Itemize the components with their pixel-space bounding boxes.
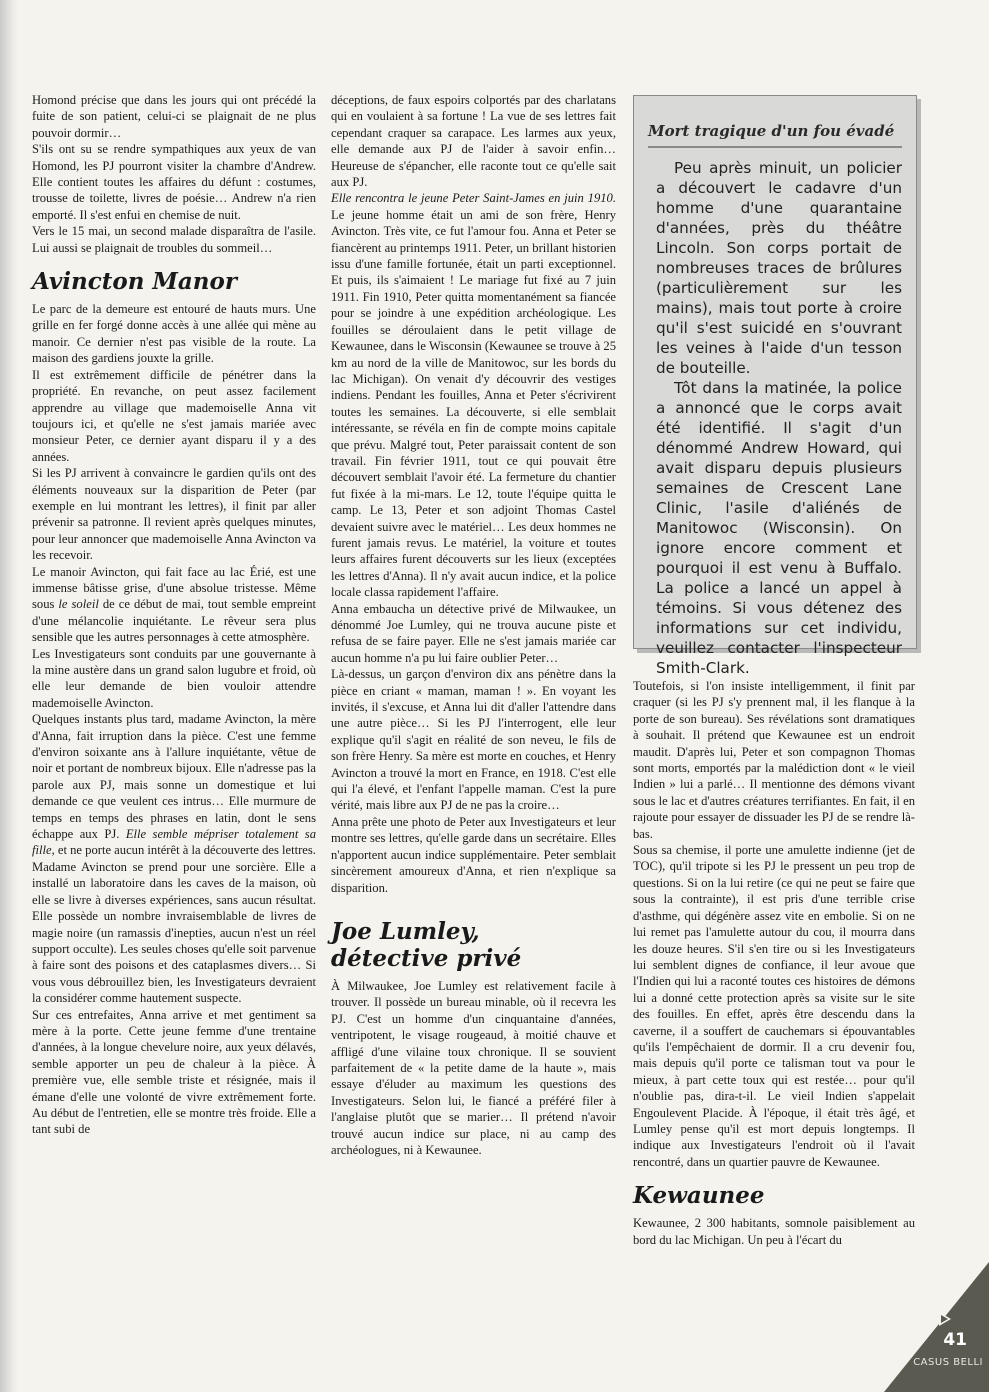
paragraph: S'ils ont su se rendre sympathiques aux yeux de van Homond, les PJ pourront visiter la chambre d'Andrew. Elle contient toutes les affaires du défunt : costumes, trousse de toilette, livres de poésie… Andrew n'a rien emporté. Il s'est enfui en chemise de nuit.: [32, 142, 316, 222]
section-heading-avincton-manor: Avincton Manor: [32, 268, 237, 296]
page-spine-shadow: [0, 0, 18, 1392]
paragraph: Le manoir Avincton, qui fait face au lac Érié, est une immense bâtisse grise, d'une absolue tristesse. Même sous le soleil de ce début de mai, tout semble empreint d'une mélancolie inquiétante. Le rêveur sera plus sensible que les autres personnages à cette atmosphère.: [32, 564, 316, 645]
paragraph: Vers le 15 mai, un second malade disparaîtra de l'asile. Lui aussi se plaignait de troubles du sommeil…: [32, 224, 316, 255]
section-heading-joe-lumley: Joe Lumley, détective privé: [331, 917, 522, 972]
page-number: 41: [943, 1330, 967, 1350]
paragraph: Kewaunee, 2 300 habitants, somnole paisiblement au bord du lac Michigan. Un peu à l'écart du: [633, 1216, 915, 1247]
newspaper-sidebar: [633, 95, 917, 677]
paragraph: Elle rencontra le jeune Peter Saint-James en juin 1910. Le jeune homme était un ami de son frère, Henry Avincton. Très vite, ce fut l'amour fou. Anna et Peter se fiancèrent au printemps 1911. Peter, un brillant historien issu d'une famille fortunée, était un parti exceptionnel. Et puis, ils s'aimaient ! Le mariage fut fixé au 7 juin 1911. Fin 1910, Peter quitta momentanément sa fiancée pour se joindre à une expédition archéologique. Les fouilles se déroulaient dans le petit village de Kewaunee, dans le Wisconsin (Kewaunee se trouve à 25 km au nord de la ville de Manitowoc, sur les bords du lac Michigan). On venait d'y découvrir des vestiges indiens. Pendant les fouilles, Anna et Peter s'écrivirent toutes les semaines. La découverte, si elle semblait intéressante, se révéla en fin de compte moins capitale que prévu. Malgré tout, Peter paraissait content de son travail. Fin février 1911, tout ce qui pouvait être découvert semblait l'avoir été. La fermeture du chantier fut fixée à la mi-mars. Le 12, toute l'équipe quitta le camp. Le 13, Peter et son adjoint Thomas Castel devaient suivre avec le matériel… Les deux hommes ne furent jamais revus. Le matériel, la voiture et toutes leurs affaires furent découverts sur les lieux (exceptées les lettres d'Anna). Il n'y avait aucun indice, et la police locale classa rapidement l'affaire.: [331, 191, 616, 600]
magazine-name: CASUS BELLI: [913, 1357, 983, 1368]
paragraph: Les Investigateurs sont conduits par une gouvernante à la mine austère dans un grand salon lugubre et froid, où elle leur demande de bien vouloir attendre mademoiselle Avincton.: [32, 646, 316, 710]
page-corner-tab: [884, 1262, 989, 1392]
next-page-arrow-icon: [939, 1312, 951, 1326]
section-heading-kewaunee: Kewaunee: [633, 1182, 765, 1210]
paragraph: Sous sa chemise, il porte une amulette indienne (jet de TOC), qu'il tripote si les PJ le pressent un peu trop de questions. Si on la lui retire (ce qui ne peut se faire que sous la contrainte), il est pris d'une terrible crise d'asthme, qui dégénère assez vite en embolie. Si on ne lui remet pas l'amulette autour du cou, il mourra dans les douze heures. S'il s'en tire ou si les Investigateurs lui semblent dignes de confiance, il leur avoue que l'Indien qui lui a raconté toutes ces histoires de démons lui a donné cette protection après sa visite sur le site des fouilles. En effet, après être descendu dans la caverne, il a souffert de cauchemars si épouvantables qu'ils l'empêchaient de dormir. Il a cru devenir fou, mais depuis qu'il porte ce talisman tout va pour le mieux, à part cette toux qui est restée… pour qu'il n'oublie pas, dira-t-il. Le vieil Indien s'appelait Engoulevent Placide. À l'époque, il était très âgé, et Lumley pense qu'il est mort depuis longtemps. Il indique aux Investigateurs l'endroit où il l'avait rencontré, dans un quartier pauvre de Kewaunee.: [633, 843, 915, 1169]
sidebar-title: Mort tragique d'un fou évadé: [648, 122, 902, 148]
paragraph: déceptions, de faux espoirs colportés par des charlatans qui en voulaient à sa fortune ! La vue de ses lettres fait cependant craquer sa carapace. Les larmes aux yeux, elle demande aux PJ de l'aider à savoir enfin… Heureuse de s'épancher, elle raconte tout ce qu'elle sait aux PJ.: [331, 93, 616, 190]
paragraph: Le parc de la demeure est entouré de hauts murs. Une grille en fer forgé donne accès à une allée qui mène au manoir. Ce dernier n'est pas visible de la route. La maison des gardiens jouxte la grille.: [32, 302, 316, 366]
paragraph: Madame Avincton se prend pour une sorcière. Elle a installé un laboratoire dans les caves de la maison, où elle se livre à diverses expériences, sans aucun résultat. Elle possède un nombre invraisemblable de livres de magie noire (un ramassis d'inepties, aucun n'est un réel support occulte). Les seules choses qu'elle soit parvenue à faire sont des poisons et des cataplasmes divers… Si vous vous débrouillez bien, les Investigateurs devraient la considérer comme hautement suspecte.: [32, 859, 316, 1006]
paragraph: Homond précise que dans les jours qui ont précédé la fuite de son patient, celui-ci se plaignait de ne plus pouvoir dormir…: [32, 93, 316, 140]
column-1: [32, 92, 316, 1138]
paragraph: Peu après minuit, un policier a découvert le cadavre d'un homme d'une quarantaine d'années, près du théâtre Lincoln. Son corps portait de nombreuses traces de brûlures (particulièrement sur les mains), mais tout porte à croire qu'il s'est suicidé en s'ouvrant les veines à l'aide d'un tesson de bouteille.: [656, 159, 902, 377]
paragraph: Toutefois, si l'on insiste intelligemment, il finit par craquer (si les PJ s'y prennent mal, il les flanque à la porte de son bureau). Ses révélations sont dramatiques à souhait. Il prétend que Kewaunee est un endroit maudit. D'après lui, Peter et son compagnon Thomas sont morts, emportés par la malédiction dont « le vieil Indien » lui a parlé… Il mentionne des démons vivant sous le lac et d'autres créatures terrifiantes. En fait, il en rajoute pour essayer de dissuader les PJ de se rendre là-bas.: [633, 679, 915, 841]
column-2: [331, 92, 616, 1158]
paragraph: À Milwaukee, Joe Lumley est relativement facile à trouver. Il possède un bureau minable, où il recevra les PJ. C'est un homme d'un cinquantaine d'années, ventripotent, le visage rougeaud, à moitié chauve et affligé d'une vilaine toux chronique. Il se souvient parfaitement de « la petite dame de la haute », mais essaye d'éluder au maximum les questions des Investigateurs. Selon lui, le fiancé a préféré filer à l'anglaise plutôt que se marier… Il prétend n'avoir trouvé aucun indice sur place, ni au camp des archéologues, ni à Kewaunee.: [331, 978, 616, 1157]
sidebar-body: [656, 158, 902, 678]
paragraph: Là-dessus, un garçon d'environ dix ans pénètre dans la pièce en criant « maman, maman ! ». En voyant les invités, il s'excuse, et Anna lui dit d'aller l'attendre dans une autre pièce… Si les PJ l'interrogent, elle leur explique qu'il s'agit en réalité de son neveu, le fils de son frère Henry. Sa mère est morte en couches, et Henry Avincton a trouvé la mort en France, en 1918. C'est elle qui l'a élevé, et l'enfant l'appelle maman. C'est la pure vérité, mais libre aux PJ de ne pas la croire…: [331, 667, 616, 813]
paragraph: Si les PJ arrivent à convaincre le gardien qu'ils ont des éléments nouveaux sur la disparition de Peter (par exemple en lui montrant les lettres), il finit par aller prévenir sa patronne. Il revient après quelques minutes, pour leur annoncer que mademoiselle Anna Avincton va les recevoir.: [32, 466, 316, 563]
paragraph: Tôt dans la matinée, la police a annoncé que le corps avait été identifié. Il s'agit d'un dénommé Andrew Howard, qui avait disparu depuis plusieurs semaines de Crescent Lane Clinic, l'asile d'aliénés de Manitowoc (Wisconsin). On ignore encore comment et pourquoi il est venu à Buffalo. La police a lancé un appel à témoins. Si vous détenez des informations sur cet individu, veuillez contacter l'inspecteur Smith-Clark.: [656, 379, 902, 677]
paragraph: Quelques instants plus tard, madame Avincton, la mère d'Anna, fait irruption dans la pièce. C'est une femme d'environ soixante ans à l'allure inquiétante, vêtue de noir et portant de nombreux bijoux. Elle n'adresse pas la parole aux PJ, mais sonne un domestique et lui demande ce que veulent ces intrus… Elle murmure de temps en temps des phrases en latin, dont le sens échappe aux PJ. Elle semble mépriser totalement sa fille, et ne porte aucun intérêt à la découverte des lettres.: [32, 712, 316, 858]
paragraph: Anna prête une photo de Peter aux Investigateurs et leur montre ses lettres, qu'elle garde dans un secrétaire. Elles n'apportent aucun indice supplémentaire. Peter semblait sincèrement amoureux d'Anna, et rien n'explique sa disparition.: [331, 814, 616, 895]
paragraph: Sur ces entrefaites, Anna arrive et met gentiment sa mère à la porte. Cette jeune femme d'une trentaine d'années, à la longue chevelure noire, aux yeux délavés, semble apporter un peu de chaleur à la pièce. À première vue, elle semble triste et résignée, mais il émane d'elle une volonté de vivre extrêmement forte. Au début de l'entretien, elle se montre très froide. Elle a tant subi de: [32, 1007, 316, 1137]
paragraph: Il est extrêmement difficile de pénétrer dans la propriété. En revanche, on peut assez facilement apprendre au village que mademoiselle Anna vit toujours ici, et qu'elle ne s'est jamais mariée avec monsieur Peter, ce dernier ayant disparu il y a des années.: [32, 367, 316, 464]
column-3: [633, 678, 915, 1248]
paragraph: Anna embaucha un détective privé de Milwaukee, un dénommé Joe Lumley, qui ne trouva aucune piste et refusa de se faire payer. Elle ne s'est jamais mariée car aucun homme n'a pu lui faire oublier Peter…: [331, 601, 616, 665]
